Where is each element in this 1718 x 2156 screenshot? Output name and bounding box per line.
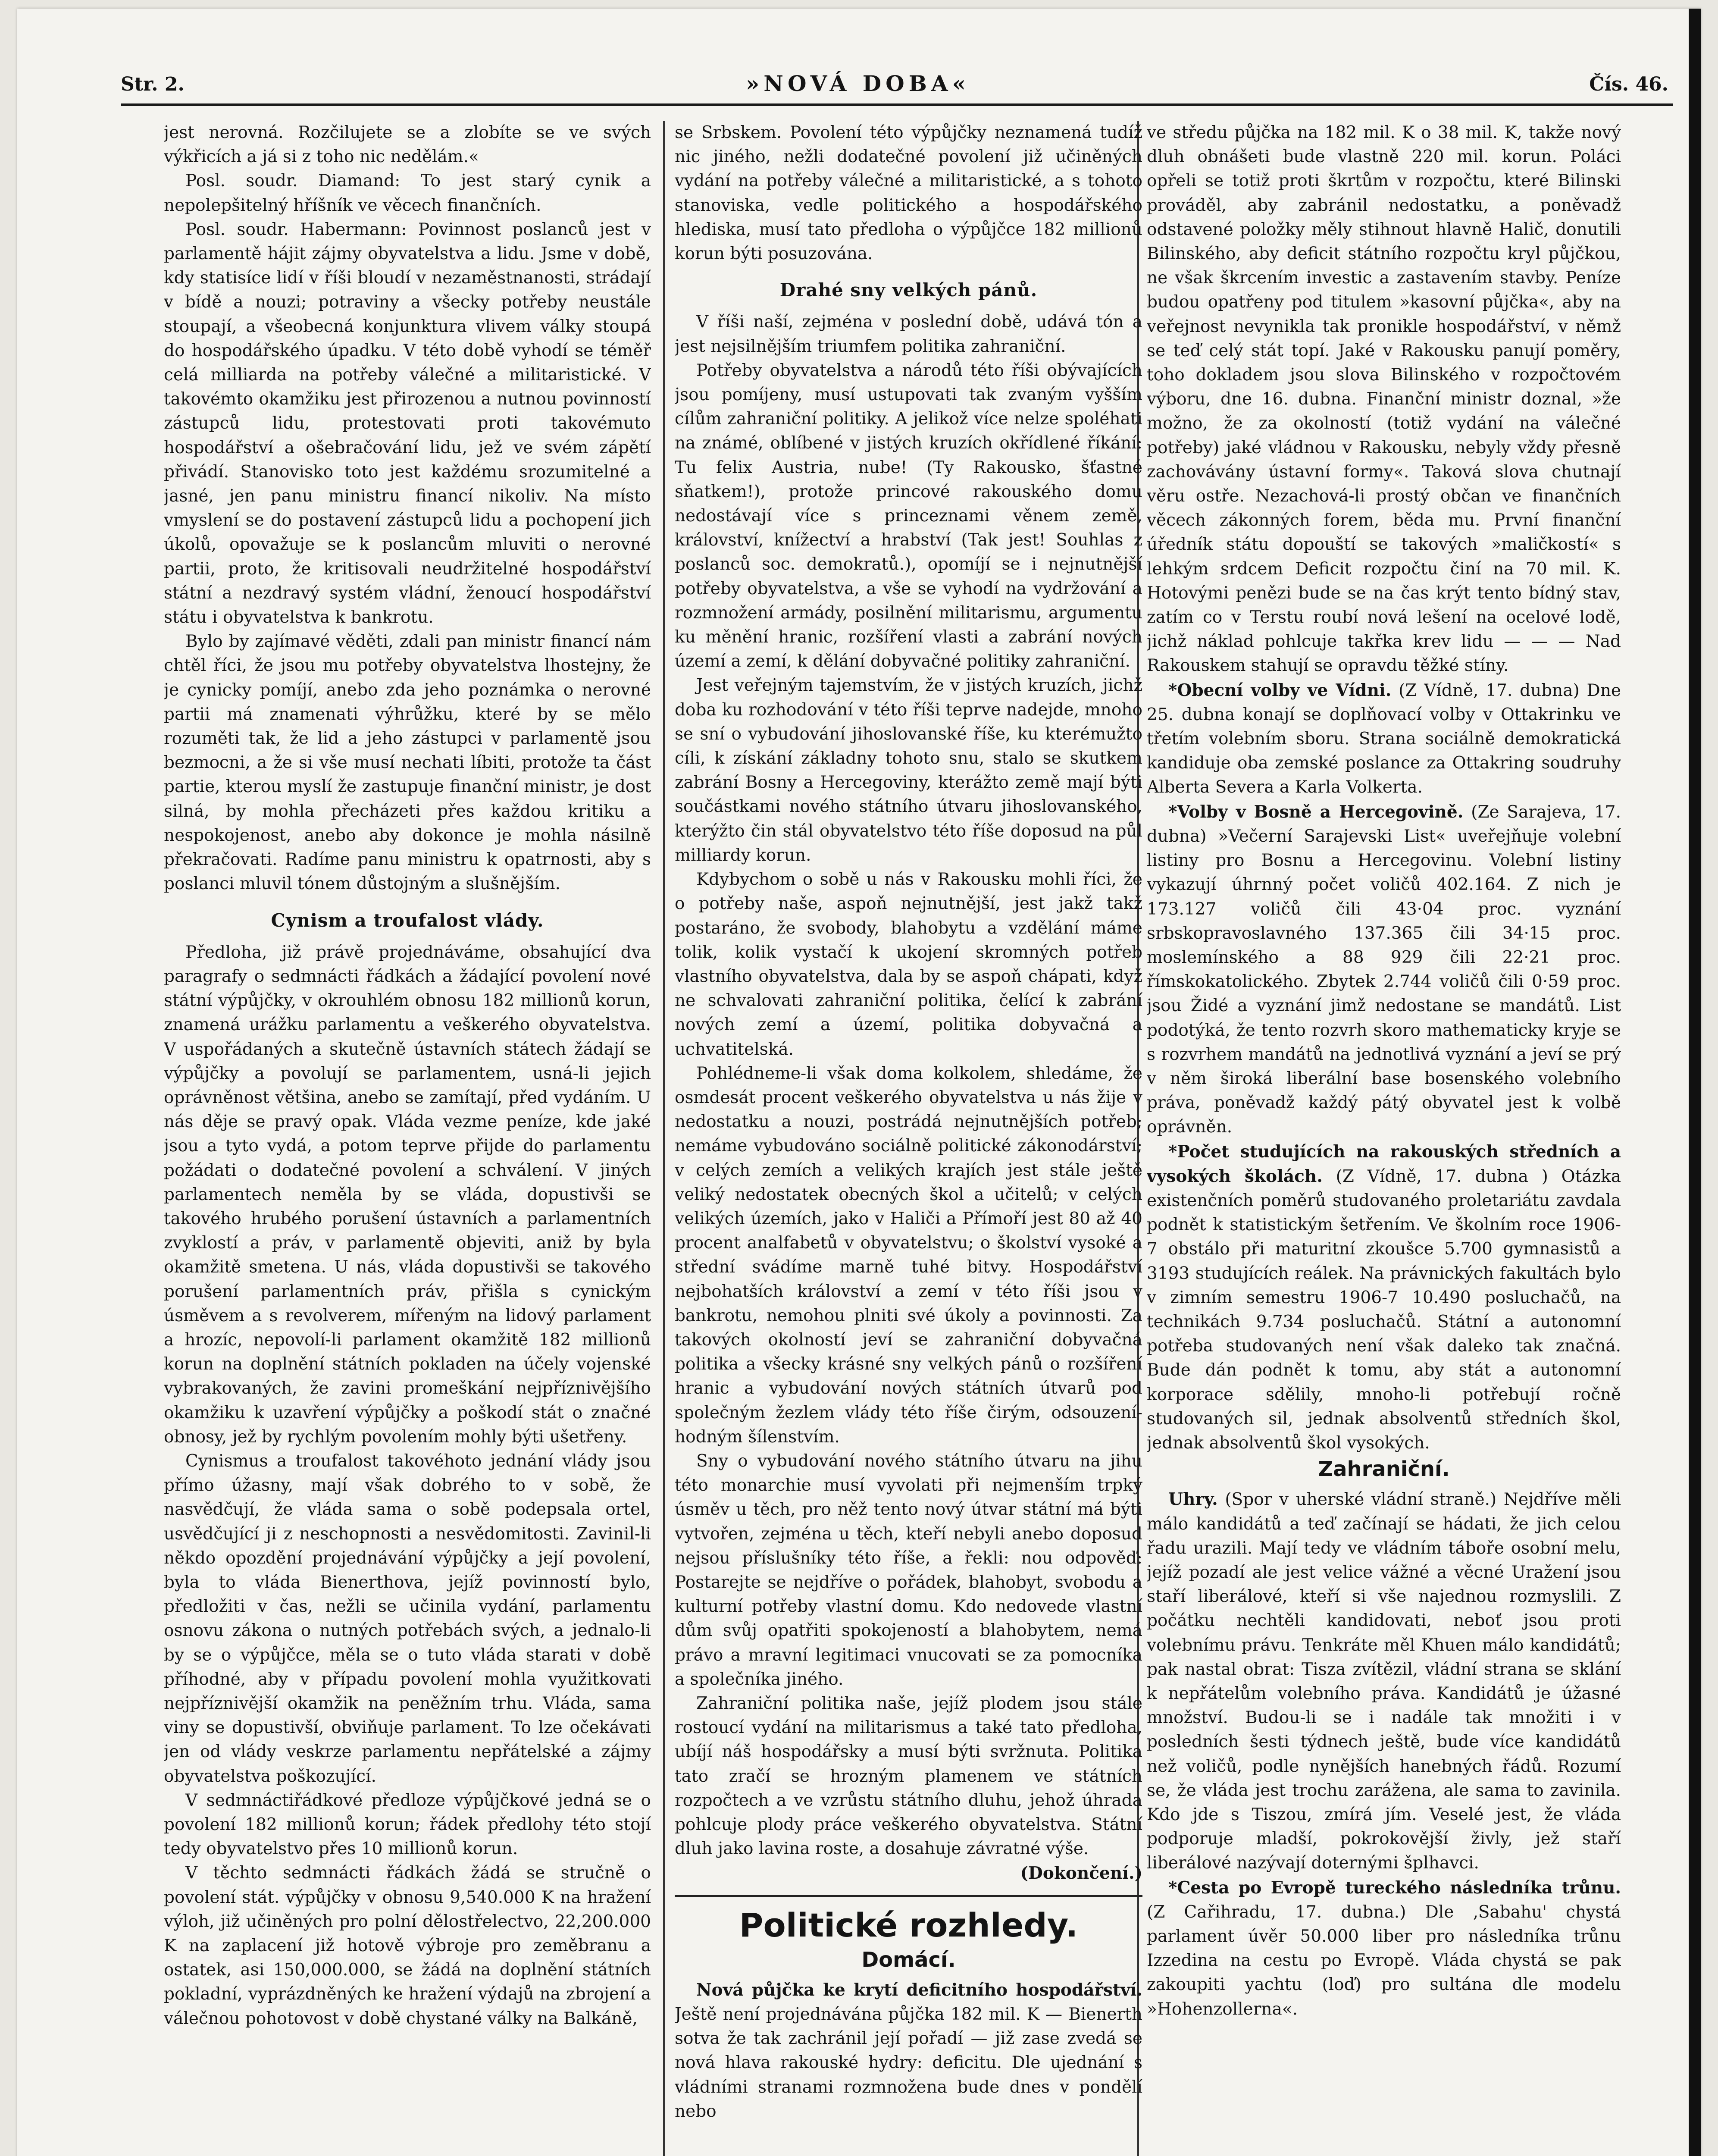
paragraph: Předloha, již právě projednáváme, obsahující dva paragrafy o sedmnácti řádkách a žádající povolení nové státní výpůjčky, v okrouhlém obnosu 182 millionů korun, znamená urážku parlamentu a veškerého obyvatelstva. V uspořádaných a skutečně ústavních státech žádají se výpůjčky a povolují se parlamentem, usná-li jejich oprávněnost většina, anebo se zamítají, před vydáním. U nás děje se pravý opak. Vláda vezme peníze, kde jaké jsou a tyto vydá, a potom teprve přijde do parlamentu požádati o dodatečné povolení a schválení. V jiných parlamentech neměla by se vláda, dopustivši se takového hrubého porušení ústavních a parlamentních zvyklostí a práv, v parlamentě objeviti, aniž by byla okamžitě smetena. U nás, vláda dopustivši se takového porušení parlamentních práv, přišla s cynickým úsměvem a s revolverem, mířeným na lidový parlament a hrozíc, nepovolí-li parlament okamžitě 182 millionů korun na doplnění státních pokladen na účely vojenské vybrakovaných, že zavini promeškání nejpříznivějšího okamžiku k uzavření výpůjčky a poškodí stát o značné obnosy, jež by rychlým povolením mohly býti ušetřeny. bbox=[164, 942, 651, 1447]
paragraph: se Srbskem. Povolení této výpůjčky neznamená tudíž nic jiného, nežli dodatečné povolení již učiněných vydání na potřeby válečné a militaristické, a s tohoto stanoviska, vedle politického a hospodářského hlediska, musí tato předloha o výpůjčce 182 millionů korun býti posuzována. bbox=[675, 123, 1142, 264]
paragraph: Zahraniční politika naše, jejíž plodem jsou stále rostoucí vydání na militarismus a také tato předloha, ubíjí náš hospodářsky a musí býti svržnuta. Politika tato zračí se hrozným plamenem ve státních rozpočtech a ve vzrůstu státního dluhu, jehož úhrada pohlcuje plody práce veškerého obyvatelstva. Státní dluh jako lavina roste, a dosahuje závratné výše. bbox=[675, 1694, 1142, 1859]
paragraph: Cynismus a troufalost takovéhoto jednání vlády jsou přímo úžasny, mají však dobrého to v sobě, že nasvědčují, že vláda sama o sobě podepsala ortel, usvědčující ji z neschopnosti a nesvědomitosti. Zavinil-li někdo opozdění projednávání výpůjčky a její povolení, byla to vláda Bienerthova, jejíž povinností bylo, předložiti v čas, nežli se učinila vydání, parlamentu osnovu zákona o nutných potřebách svých, a jednalo-li by se o výpůjčce, měla se o tuto vláda starati v době příhodné, aby v případu povolení mohla využitkovati nejpříznivější okamžik na peněžním trhu. Vláda, sama viny se dopustivší, obviňuje parlament. To lze očekávati jen od vlády veskrze parlamentu nepřátelské a zájmy obyvatelstva poškozující. bbox=[164, 1451, 651, 1786]
paragraph: Sny o vybudování nového státního útvaru na jihu této monarchie musí vyvolati při nejmenším trpký úsměv u těch, pro něž tento nový útvar státní má býti vytvořen, zejména u těch, kteří nebyli anebo doposud nejsou příslušníky této říše, a řekli: nou odpověď: Postarejte se nejdříve o pořádek, blahobyt, svobodu a kulturní potřeby vlastní domu. Kdo nedovede vlastní dům svůj opatřiti spokojeností a blahobytem, nemá právo a mravní legitimaci vnucovati se za pomocníka a společníka jiného. bbox=[675, 1451, 1142, 1689]
column-rule bbox=[663, 121, 665, 2156]
paragraph: V těchto sedmnácti řádkách žádá se stručně o povolení stát. výpůjčky v obnosu 9,540.000 K na hražení výloh, již učiněných pro polní dělostřelectvo, 22,200.000 K na zaplacení již hotově výbroje pro zeměbranu a ostatek, asi 150,000.000, se žádá na doplnění státních pokladní, vyprázdněných ke hražení výdajů na zbrojení a válečnou pohotovost v době chystané války na Balkáně, bbox=[164, 1863, 651, 2028]
paragraph: V sedmnáctiřádkové předloze výpůjčkové jedná se o povolení 182 millionů korun; řádek předlohy této stojí tedy obyvatelstvo přes 10 millionů korun. bbox=[164, 1790, 651, 1859]
news-lead: *Cesta po Evropě tureckého následníka trůnu. bbox=[1168, 1877, 1621, 1898]
masthead: »NOVÁ DOBA« bbox=[746, 71, 970, 96]
news-lead: Nová půjčka ke krytí deficitního hospodářství. bbox=[696, 1980, 1142, 2000]
paragraph: Posl. soudr. Habermann: Povinnost poslanců jest v parlamentě hájit zájmy obyvatelstva a lidu. Jsme v době, kdy statisíce lidí v říši bloudí v nezaměstnanosti, strádají v bídě a nouzi; potraviny a všecky potřeby neustále stoupají, a všeobecná konjunktura vlivem války stoupá do hospodářského úpadku. V této době vyhodí se téměř celá milliarda na potřeby válečné a militaristické. V takovémto okamžiku jest přirozenou a nutnou povinností zástupců lidu, protestovati proti takovémuto hospodářství a ošebračování lidu, jež ve svém zápětí přivádí. Stanovisko toto jest každému srozumitelné a jasné, jen panu ministru financí nikoliv. Na místo vmyslení se do postavení zástupců lidu a pochopení jich úkolů, opovažuje se k poslancům mluviti o nerovné partii, proto, že kritisovali neudržitelné hospodářství státní a nezdravý systém vládní, ženoucí hospodářství státu i obyvatelstva k bankrotu. bbox=[164, 219, 651, 627]
paragraph: Pohlédneme-li však doma kolkolem, shledáme, že osmdesát procent veškerého obyvatelstva u nás žije v nedostatku a nouzi, postrádá nejnutnějších potřeb; nemáme vybudováno sociálně politické zákonodárství; v celých zemích a velikých krajích jest stále ještě veliký nedostatek obecných škol a učitelů; v celých velikých územích, jako v Haliči a Přímoří jest 80 až 40 procent analfabetů v obyvatelstvu; o školství vysoké a střední svádíme marně tuhé bitvy. Hospodářství nejbohatších království a zemí v této říši jsou v bankrotu, nemohou plniti své úkoly a povinnosti. Za takových okolností jeví se zahraniční dobyvačná politika a všecky krásné sny velkých pánů o rozšíření hranic a vybudování nových státních útvarů pod společným žezlem vlády této říše čirým, odsouzení-hodným šílenstvím. bbox=[675, 1063, 1142, 1447]
paragraph: Kdybychom o sobě u nás v Rakousku mohli říci, že o potřeby naše, aspoň nejnutnější, jest jakž takž postaráno, že svobody, blahobytu a vzdělání máme tolik, kolik vystačí k ukojení skromných potřeb vlastního obyvatelstva, dala by se aspoň chápati, když ne schvalovati zahraniční politika, čelící k zabrání nových zemí a území, politika dobyvačná a uchvatitelská. bbox=[675, 870, 1142, 1059]
paragraph: Jest veřejným tajemstvím, že v jistých kruzích, jichž doba ku rozhodování v této říši teprve nadejde, mnoho se sní o vybudování jihoslovanské říše, ku kterémužto cíli, k získání základny tohoto snu, stalo se skutkem zabrání Bosny a Hercegoviny, kterážto země mají býti součástkami nového státního útvaru jihoslovanského, kterýžto čin stál obyvatelstvo této říše doposud na půl milliardy korun. bbox=[675, 676, 1142, 865]
news-text: (Z Vídně, 17. dubna ) Otázka existenčních poměrů studovaného proletariátu zavdala podnět k statistickým šetřením. Ve školním roce 1906-7 obstálo při maturitní zkoušce 5.700 gymnasistů a 3193 studujících reálek. Na právnických fakultách bylo v zimním semestru 1906-7 10.490 posluchačů, na technikách 9.734 posluchačů. Státní a autonomní potřeba studovaných není však daleko tak značná. Bude dán podnět k tomu, aby stát a autonomní korporace sdělily, mnoho-li potřebují ročně studovaných sil, jednak absolventů středních škol, jednak absolventů škol vysokých. bbox=[1147, 1166, 1621, 1453]
paragraph: Potřeby obyvatelstva a národů této říši obývajících jsou pomíjeny, musí ustupovati tak zvaným vyšším cílům zahraniční politiky. A jelikož více nelze spoléhati na známé, oblíbené v jistých kruzích okřídlené říkání: Tu felix Austria, nube! (Ty Rakousko, šťastné sňatkem!), protože princové rakouského domu nedostávají více s princeznami věnem země, království, knížectví a hrabství (Tak jest! Souhlas z poslanců soc. demokratů.), opomíjí se i nejnutnější potřeby obyvatelstva, a vše se vyhodí na vydržování a rozmnožení armády, posilnění militarismu, argumentu ku měnění hranic, rozšíření vlasti a zabrání nových území a zemí, k dělání dobyvačné politiky zahraniční. bbox=[675, 360, 1142, 671]
paragraph: Bylo by zajímavé věděti, zdali pan ministr financí nám chtěl říci, že jsou mu potřeby obyvatelstva lhostejny, že je cynicky pomíjí, anebo zda jeho poznámka o nerovné partii má znamenati výhrůžku, které by se mělo rozuměti tak, že lid a jeho zástupci v parlamentě jsou bezmocni, a že si vše musí nechati líbiti, protože ta část partie, kterou myslí že zastupuje finanční ministr, je dost silná, by mohla přecházeti přes každou kritiku a nespokojenost, anebo aby dokonce je mohla násilně překračovati. Radíme panu ministru k opatrnosti, aby s poslanci mluvil tónem důstojným a slušnějším. bbox=[164, 632, 651, 894]
news-lead: *Počet studujících na rakouských středních a vysokých školách. bbox=[1147, 1141, 1621, 1186]
article-heading: Drahé sny velkých pánů. bbox=[779, 279, 1038, 301]
paragraph: ve středu půjčka na 182 mil. K o 38 mil. K, takže nový dluh obnášeti bude vlastně 220 mil. korun. Poláci opřeli se totiž proti škrtům v rozpočtu, které Bilinski prováděl, aby zabránil nedostatku, a poněvadž odstavené položky měly stihnout hlavně Halič, donutili Bilinského, aby deficit státního rozpočtu kryl půjčkou, ne však škrcením investic a zastavením stavby. Peníze budou opatřeny pod titulem »kasovní půjčka«, aby na veřejnost nevynikla tak pronikle hospodářství, v němž se teď celý stát topí. Jaké v Rakousku panují poměry, toho dokladem jsou slova Bilinského v rozpočtovém výboru, dne 16. dubna. Finanční ministr doznal, »že možno, že za okolností (totiž vydání na válečné potřeby) jaké vládnou v Rakousku, nebyly vždy přesně zachovávány ústavní formy«. Taková slova chutnají věru ostře. Nezachová-li prostý občan ve finančních věcech zákonných forem, běda mu. První finanční úředník státu dopouští se takových »maličkostí« s lehkým srdcem Deficit rozpočtu činí na 70 mil. K. Hotovými penězi bude se na čas krýt tento bídný stav, zatím co v Terstu roubí nová lešení na ocelové lodě, jichž náklad pohlcuje takřka krev lidu — — — Nad Rakouskem stahují se opravdu těžké stíny. bbox=[1147, 123, 1621, 676]
news-text: (Ze Sarajeva, 17. dubna) »Večerní Sarajevski List« uveřejňuje volební listiny pro Bosnu a Hercegovinu. Volební listiny vykazují úhrnný počet voličů 402.164. Z nich je 173.127 voličů čili 43·04 proc. vyznání srbskopravoslavného 137.365 čili 34·15 proc. moslemínského a 88 929 čili 22·21 proc. římskokatolického. Zbytek 2.744 voličů čili 0·59 proc. jsou Židé a vyznání jimž nedostane se mandátů. List podotýká, že tento rozvrh skoro mathematicky kryje se s rozvrhem mandátů na jednotlivá vyznání a jeví se prý v něm široká liberální base bosenského volebního práva, poněvadž každý pátý obyvatel jest k volbě oprávněn. bbox=[1147, 802, 1621, 1137]
paragraph: Posl. soudr. Diamand: To jest starý cynik a nepolepšitelný hříšník ve věcech finančních. bbox=[164, 171, 651, 215]
news-text: (Spor v uherské vládní straně.) Nejdříve měli málo kandidátů a teď začínají se hádati, že jich celou řadu urazili. Mají tedy ve vládním táboře osobní melu, jejíž pozadí ale jest velice vážné a věcné Uražení jsou staří liberálové, kteří si vše najednou rozmyslili. Z počátku nechtěli kandidovati, neboť jsou proti volebnímu právu. Tenkráte měl Khuen málo kandidátů; pak nastal obrat: Tisza zvítězil, vládní strana se sklání k nepřátelům volebního práva. Kandidátů je úžasné množství. Budou-li se i nadále tak množiti i v posledních šesti týdnech ještě, bude více kandidátů než voličů, podle nynějších hanebných řádů. Rozumí se, že vláda jest trochu zarážena, ale sama to zavinila. Kdo jde s Tiszou, zmírá jím. Veselé jest, že vláda podporuje mladší, pokrokovější živly, jež staří liberálové nazývají doternými šplhavci. bbox=[1147, 1490, 1621, 1873]
newspaper-page bbox=[17, 9, 1701, 2156]
continuation-note: (Dokončení.) bbox=[1020, 1863, 1142, 1883]
news-lead: *Obecní volby ve Vídni. bbox=[1168, 680, 1392, 700]
paragraph: jest nerovná. Rozčilujete se a zlobíte se ve svých výkřicích a já si z toho nic nedělám.« bbox=[164, 123, 651, 167]
news-lead: Uhry. bbox=[1168, 1489, 1218, 1510]
column-3 bbox=[1147, 121, 1621, 2156]
column-1 bbox=[164, 121, 651, 2156]
paragraph: V říši naší, zejména v poslední době, udává tón a jest nejsilnějším triumfem politika zahraniční. bbox=[675, 312, 1142, 356]
section-title: Politické rozhledy. bbox=[675, 1895, 1142, 1945]
number-label: Čís. 46. bbox=[1589, 73, 1668, 95]
page-header bbox=[121, 65, 1673, 106]
news-lead: *Volby v Bosně a Hercegovině. bbox=[1168, 802, 1464, 822]
subsection-title: Zahraniční. bbox=[1318, 1457, 1450, 1482]
scan-edge bbox=[1689, 9, 1701, 2156]
news-text: Ještě není projednávána půjčka 182 mil. K — Bienerth sotva že tak zachránil její pořadí — již zase zvedá se nová hlava rakouské hydry: deficitu. Dle ujednání s vládními stranami rozmnožena bude dnes v pondělí nebo bbox=[675, 2005, 1142, 2121]
news-text: (Z Cařihradu, 17. dubna.) Dle ‚Sabahu' chystá parlament úvěr 50.000 liber pro následníka trůnu Izzedina na cestu po Evropě. Vláda chystá se pak zakoupiti yachtu (loď) pro sultána dle modelu »Hohenzollerna«. bbox=[1147, 1902, 1621, 2019]
column-2 bbox=[675, 121, 1142, 2156]
subsection-title: Domácí. bbox=[861, 1947, 956, 1972]
issue-label: Str. 2. bbox=[121, 73, 185, 95]
article-heading: Cynism a troufalost vlády. bbox=[271, 909, 544, 931]
news-text: (Z Vídně, 17. dubna) Dne 25. dubna konají se doplňovací volby v Ottakrinku ve třetím volebním sboru. Strana sociálně demokratická kandiduje oba zemské poslance za Ottakring soudruhy Alberta Severa a Karla Volkerta. bbox=[1147, 680, 1621, 797]
